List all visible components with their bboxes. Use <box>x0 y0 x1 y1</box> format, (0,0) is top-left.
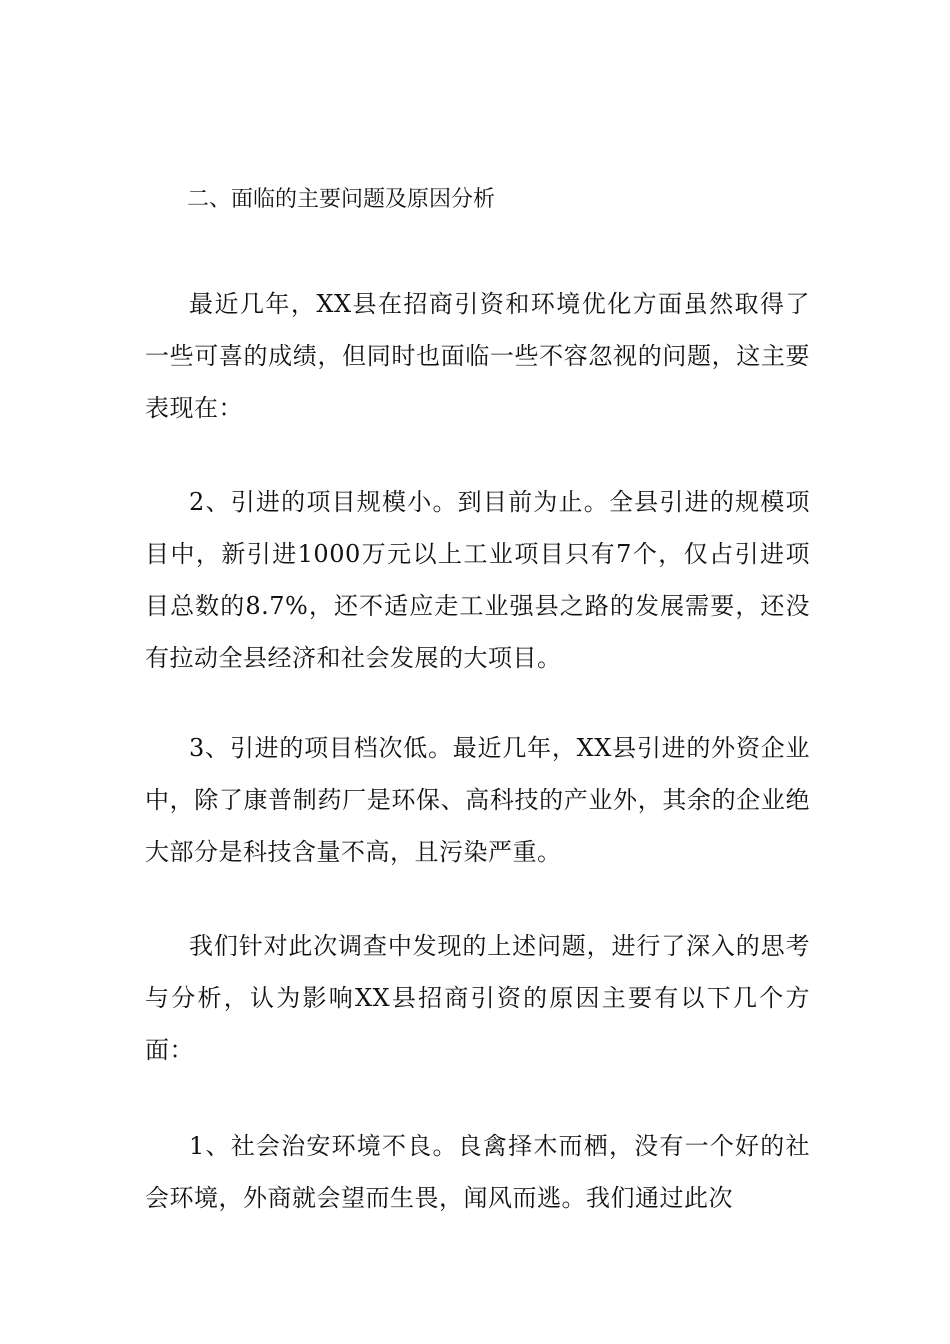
section-heading: 二、面临的主要问题及原因分析 <box>187 187 496 212</box>
paragraph-item-3: 3、引进的项目档次低。最近几年，XX县引进的外资企业中，除了康普制药厂是环保、高科技的产业外，其余的企业绝大部分是科技含量不高，且污染严重。 <box>145 734 810 866</box>
paragraph-item-2: 2、引进的项目规模小。到目前为止。全县引进的规模项目中，新引进1000万元以上工业项目只有7个，仅占引进项目总数的8.7%，还不适应走工业强县之路的发展需要，还没有拉动全县经济和社会发展的大项目。 <box>145 488 810 672</box>
paragraph-analysis: 我们针对此次调查中发现的上述问题，进行了深入的思考与分析，认为影响XX县招商引资的原因主要有以下几个方面： <box>145 932 810 1064</box>
paragraph-cause-1: 1、社会治安环境不良。良禽择木而栖，没有一个好的社会环境，外商就会望而生畏，闻风而逃。我们通过此次 <box>145 1132 810 1212</box>
paragraph-intro: 最近几年，XX县在招商引资和环境优化方面虽然取得了一些可喜的成绩，但同时也面临一些不容忽视的问题，这主要表现在： <box>145 290 810 422</box>
